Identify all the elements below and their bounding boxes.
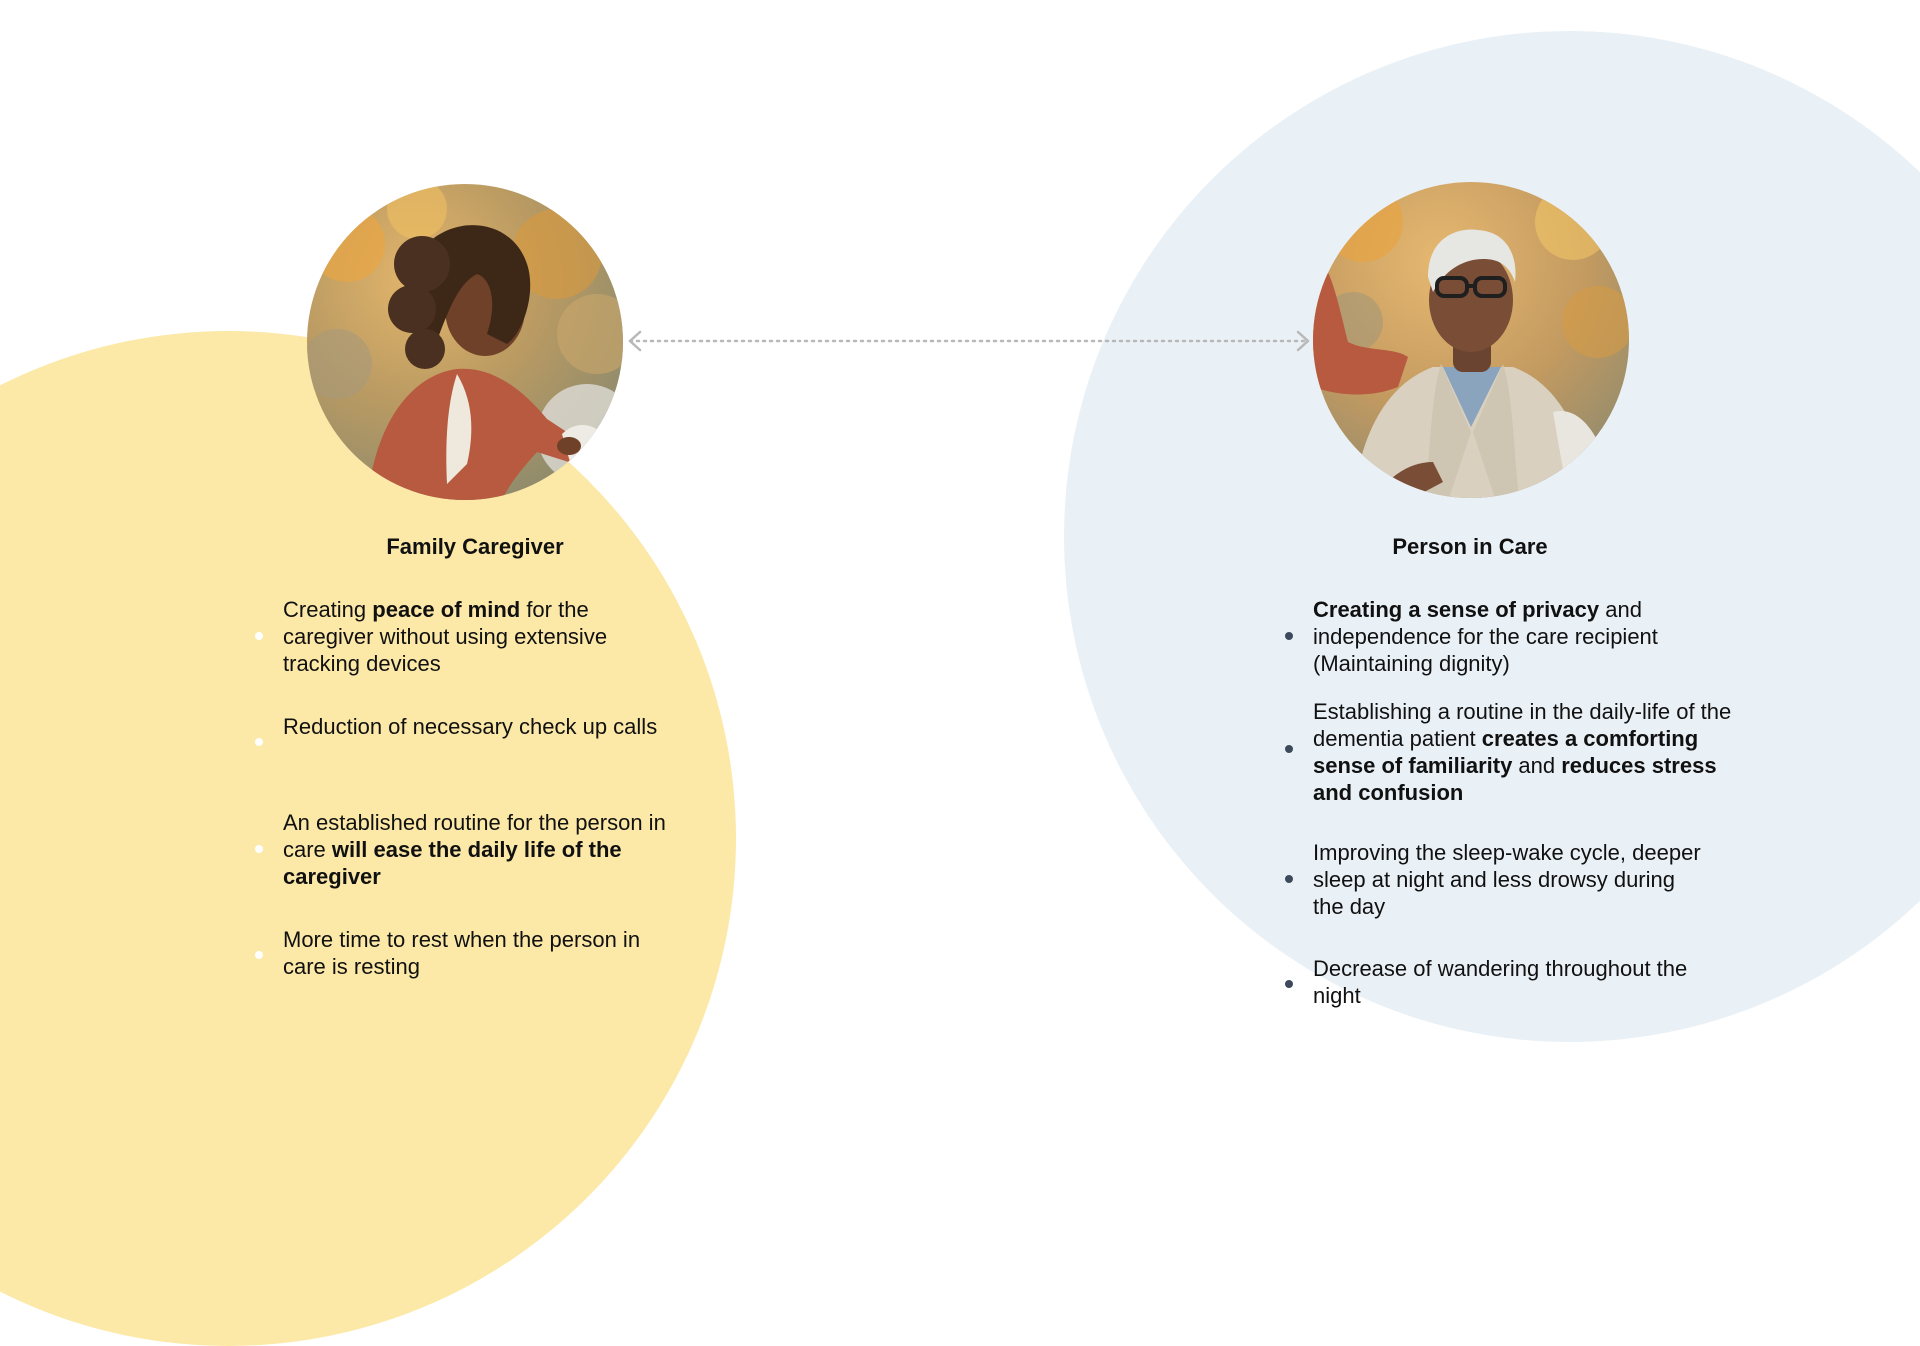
bullet-dot-icon [255,951,263,959]
caregiver-photo-icon [307,184,623,500]
plain-text: Decrease of wandering throughout the night [1313,956,1694,1008]
list-item [283,713,673,740]
bullet-dot-icon [255,632,263,640]
person-in-care-title: Person in Care [1392,534,1548,559]
list-item-text [1313,839,1707,920]
list-item [283,926,673,980]
emphasis-text: will ease the daily life of the caregiver [283,837,622,889]
plain-text: Establishing a routine in the daily-life of the dementia patient [1313,699,1738,751]
person-in-care-photo-icon [1313,182,1629,498]
list-item [1313,955,1733,1009]
bullet-dot-icon [1285,745,1293,753]
list-item [283,809,673,890]
plain-text: Reduction of necessary check up calls [283,714,658,739]
emphasis-text: creates a comforting sense of familiarity [1313,726,1699,778]
list-item-text [1313,596,1733,677]
bullet-dot-icon [1285,980,1293,988]
plain-text: Creating [283,597,373,622]
list-item [1313,596,1733,677]
bullet-dot-icon [255,738,263,746]
list-item [283,596,673,677]
bullet-dot-icon [1285,875,1293,883]
list-item [1313,698,1738,806]
list-item-text [283,713,673,740]
plain-text: More time to rest when the person in care is resting [283,927,647,979]
person-in-care-photo [1313,182,1629,498]
plain-text: An established routine for the person in care [283,810,672,862]
list-item-text [283,926,673,980]
plain-text: Improving the sleep-wake cycle, deeper sleep at night and less drowsy during the day [1313,840,1707,919]
list-item-text [283,596,673,677]
caregiver-photo [307,184,623,500]
caregiver-title: Family Caregiver [386,534,564,559]
emphasis-text: reduces stress and confusion [1313,753,1717,805]
list-item-text [283,809,673,890]
list-item-text [1313,955,1733,1009]
list-item-text [1313,698,1738,806]
plain-text: and [1512,753,1562,778]
emphasis-text: Creating a sense of privacy [1313,597,1600,622]
list-item [1313,839,1707,920]
bullet-dot-icon [255,845,263,853]
plain-text: and independence for the care recipient (Maintaining dignity) [1313,597,1665,676]
emphasis-text: peace of mind [372,597,521,622]
bullet-dot-icon [1285,632,1293,640]
plain-text: for the caregiver without using extensive tracking devices [283,597,614,676]
relationship-double-arrow [620,326,1320,356]
